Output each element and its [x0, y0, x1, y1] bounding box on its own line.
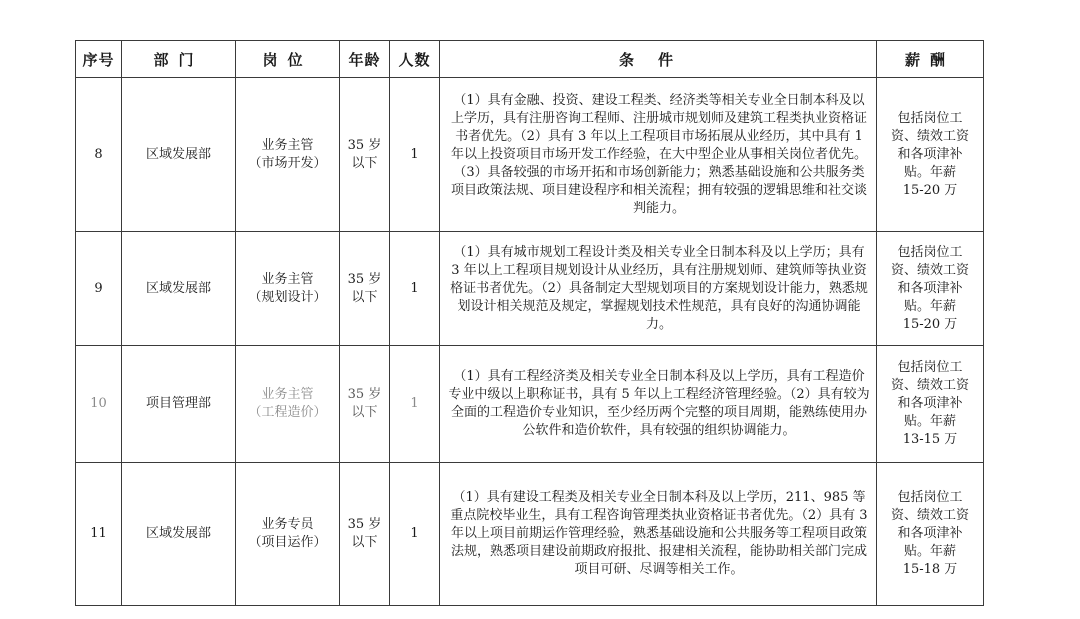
row-no: 11: [76, 463, 122, 606]
header-count: 人数: [390, 41, 440, 78]
row-count: 1: [390, 346, 440, 463]
header-age: 年龄: [340, 41, 390, 78]
recruitment-table: [75, 40, 984, 606]
post-subtitle: （工程造价）: [248, 405, 327, 420]
age-suffix: 以下: [351, 405, 378, 420]
row-conditions: （1）具有城市规划工程设计类及相关专业全日制本科及以上学历；具有 3 年以上工程项目规划设计从业经历，具有注册规划师、建筑师等执业资格证书者优先。（2）具备制定大型规划项目的方案规划设计能力，熟悉规划设计相关规范及规定，掌握规划技术性规范，具有良好的沟通协调能力。: [440, 232, 877, 346]
header-cond: 条件: [440, 41, 877, 78]
row-post: [236, 346, 340, 463]
header-row: [76, 41, 984, 78]
salary-line: 包括岗位工: [897, 360, 963, 375]
salary-line: 贴。年薪: [903, 164, 956, 180]
row-age: [340, 232, 390, 346]
header-no: 序号: [76, 41, 122, 78]
row-count: 1: [390, 463, 440, 606]
salary-line: 资、绩效工资: [890, 508, 969, 523]
row-conditions: （1）具有建设工程类及相关专业全日制本科及以上学历，211、985 等重点院校毕业生，具有工程咨询管理类执业资格证书者优先。（2）具有 3 年以上项目前期运作管理经验，熟悉基础设施和公共服务等工程项目政策法规，熟悉项目建设前期政府报批、报建相关流程，能协助相关部门完成项目可研、尽调等相关工作。: [440, 463, 877, 606]
post-title: 业务专员: [261, 517, 314, 532]
row-count: 1: [390, 232, 440, 346]
row-salary: [877, 78, 984, 232]
salary-line: 贴。年薪: [903, 298, 956, 314]
row-post: [236, 78, 340, 232]
row-post: [236, 463, 340, 606]
post-subtitle: （规划设计）: [248, 289, 327, 305]
salary-line: 和各项津补: [897, 396, 963, 411]
salary-range: 15-18 万: [902, 562, 958, 577]
salary-line: 和各项津补: [897, 146, 963, 162]
salary-line: 包括岗位工: [897, 110, 963, 126]
salary-line: 和各项津补: [897, 280, 963, 296]
row-conditions: （1）具有金融、投资、建设工程类、经济类等相关专业全日制本科及以上学历，具有注册咨询工程师、注册城市规划师及建筑工程类执业资格证书者优先。（2）具有 3 年以上工程项目市场拓展从业经历，其中具有 1 年以上投资项目市场开发工作经验，在大中型企业从事相关岗位者优先。（3）具备较强的市场开拓和市场创新能力；熟悉基础设施和公共服务类项目政策法规、项目建设程序和相关流程；拥有较强的逻辑思维和社交谈判能力。: [440, 78, 877, 232]
age-limit: 35 岁: [347, 137, 382, 153]
row-dept: 项目管理部: [122, 346, 236, 463]
row-no: 9: [76, 232, 122, 346]
header-post: 岗位: [236, 41, 340, 78]
row-count: 1: [390, 78, 440, 232]
row-no: 8: [76, 78, 122, 232]
post-title: 业务主管: [261, 387, 314, 402]
salary-line: 资、绩效工资: [890, 378, 969, 393]
header-dept: 部门: [122, 41, 236, 78]
salary-line: 资、绩效工资: [890, 128, 969, 144]
table-row: [76, 346, 984, 463]
age-limit: 35 岁: [347, 387, 382, 402]
table-row: [76, 463, 984, 606]
row-salary: [877, 346, 984, 463]
age-suffix: 以下: [351, 155, 378, 171]
age-suffix: 以下: [351, 289, 378, 305]
salary-range: 13-15 万: [902, 432, 958, 447]
row-dept: 区域发展部: [122, 463, 236, 606]
row-dept: 区域发展部: [122, 232, 236, 346]
salary-line: 贴。年薪: [903, 544, 956, 559]
row-post: [236, 232, 340, 346]
table-row: [76, 232, 984, 346]
age-limit: 35 岁: [347, 517, 382, 532]
row-dept: 区域发展部: [122, 78, 236, 232]
salary-line: 和各项津补: [897, 526, 963, 541]
post-title: 业务主管: [261, 271, 314, 287]
table-row: [76, 78, 984, 232]
salary-range: 15-20 万: [902, 182, 958, 198]
row-salary: [877, 232, 984, 346]
row-conditions: （1）具有工程经济类及相关专业全日制本科及以上学历，具有工程造价专业中级以上职称证书，具有 5 年以上工程经济管理经验。（2）具有较为全面的工程造价专业知识，至少经历两个完整的项目周期，能熟练使用办公软件和造价软件，具有较强的组织协调能力。: [440, 346, 877, 463]
age-suffix: 以下: [351, 535, 378, 550]
row-age: [340, 463, 390, 606]
salary-line: 资、绩效工资: [890, 262, 969, 278]
post-subtitle: （项目运作）: [248, 535, 327, 550]
salary-range: 15-20 万: [902, 316, 958, 332]
salary-line: 包括岗位工: [897, 490, 963, 505]
post-subtitle: （市场开发）: [248, 155, 327, 171]
row-salary: [877, 463, 984, 606]
salary-line: 包括岗位工: [897, 244, 963, 260]
post-title: 业务主管: [261, 137, 314, 153]
row-age: [340, 346, 390, 463]
header-salary: 薪酬: [877, 41, 984, 78]
row-no: 10: [76, 346, 122, 463]
row-age: [340, 78, 390, 232]
salary-line: 贴。年薪: [903, 414, 956, 429]
age-limit: 35 岁: [347, 271, 382, 287]
